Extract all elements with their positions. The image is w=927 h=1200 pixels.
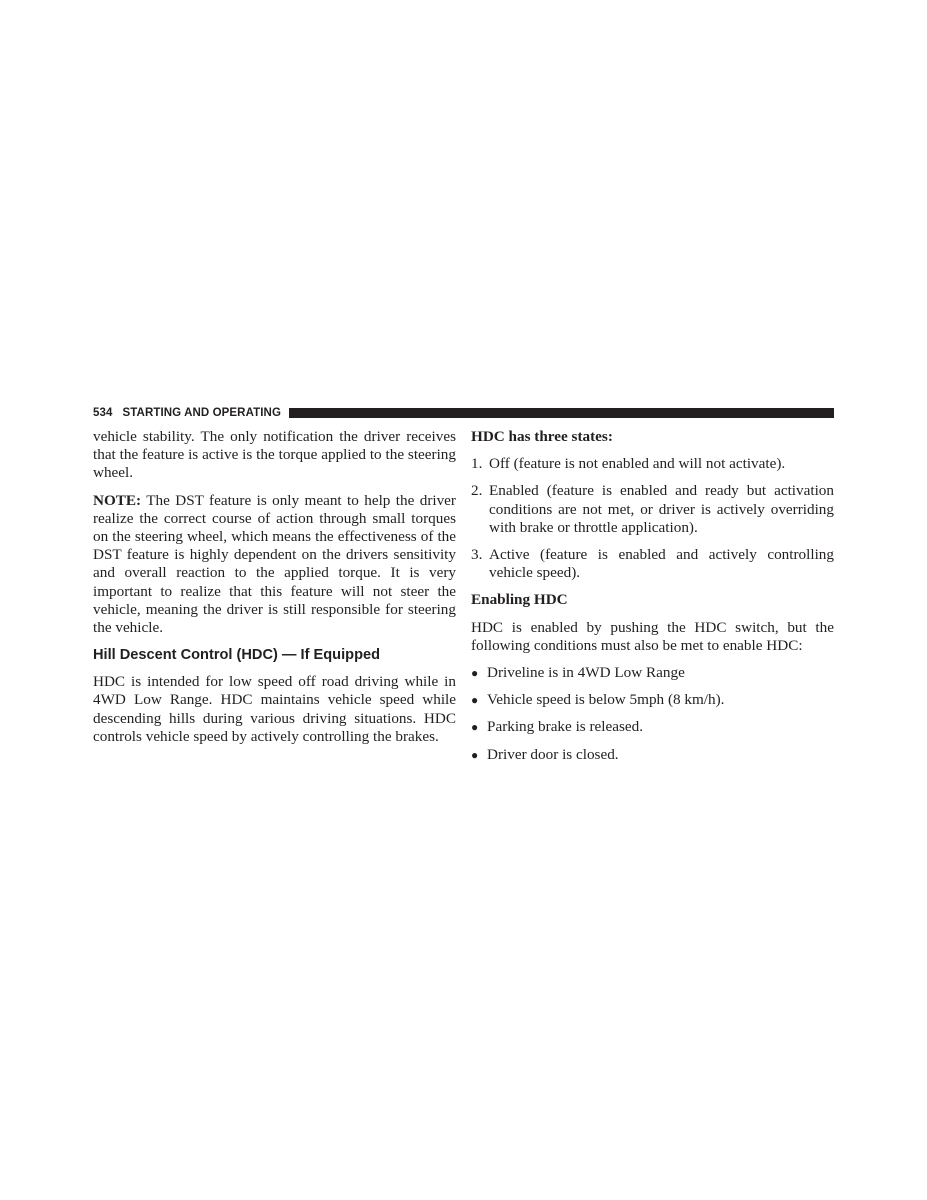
- states-list: [471, 455, 834, 582]
- list-number: 3.: [471, 546, 483, 564]
- conditions-list: [471, 664, 834, 764]
- list-item: [471, 746, 834, 764]
- page-number: 534: [93, 407, 113, 419]
- header-rule: [289, 408, 834, 418]
- list-text: Enabled (feature is enabled and ready but activation conditions are not met, or driver is actively overriding with brake or throttle application).: [489, 482, 834, 536]
- right-column: [471, 428, 834, 773]
- section-title: STARTING AND OPERATING: [122, 407, 282, 419]
- bullet-icon: ●: [471, 666, 479, 681]
- list-text: Active (feature is enabled and actively controlling vehicle speed).: [489, 546, 834, 582]
- list-text: Off (feature is not enabled and will not activate).: [489, 455, 786, 473]
- list-item: [471, 482, 834, 537]
- paragraph-stability: vehicle stability. The only notification the driver receives that the feature is active is the torque applied to the steering wheel.: [93, 428, 456, 482]
- hdc-heading: Hill Descent Control (HDC) — If Equipped: [93, 647, 381, 664]
- list-text: Parking brake is released.: [487, 718, 644, 736]
- enabling-heading: Enabling HDC: [471, 591, 568, 609]
- list-number: 2.: [471, 482, 483, 500]
- states-heading: HDC has three states:: [471, 428, 613, 445]
- note-label: NOTE:: [93, 491, 142, 509]
- enabling-paragraph: HDC is enabled by pushing the HDC switch, but the following conditions must also be met to enable HDC:: [471, 618, 834, 654]
- left-column: [93, 428, 456, 755]
- note-paragraph: [93, 492, 456, 638]
- bullet-icon: ●: [471, 720, 479, 735]
- page-header: [93, 405, 834, 421]
- list-text: Driver door is closed.: [487, 745, 619, 763]
- list-item: [471, 455, 834, 473]
- list-number: 1.: [471, 455, 483, 473]
- paragraph-hdc-intro: HDC is intended for low speed off road driving while in 4WD Low Range. HDC maintains vehicle speed while descending hills during various driving situations. HDC controls vehicle speed by actively controlling the brakes.: [93, 673, 456, 745]
- bullet-icon: ●: [471, 693, 479, 708]
- list-item: [471, 691, 834, 709]
- list-item: [471, 718, 834, 736]
- list-item: [471, 546, 834, 582]
- list-item: [471, 664, 834, 682]
- bullet-icon: ●: [471, 747, 479, 762]
- list-text: Driveline is in 4WD Low Range: [487, 664, 685, 682]
- note-text: The DST feature is only meant to help the driver realize the correct course of action through small torques on the steering wheel, which means the effectiveness of the DST feature is highly dependent on the drivers sensitivity and overall reaction to the applied torque. It is very important to realize that this feature will not steer the vehicle, meaning the driver is still responsible for steering the vehicle.: [93, 491, 456, 637]
- list-text: Vehicle speed is below 5mph (8 km/h).: [487, 691, 725, 709]
